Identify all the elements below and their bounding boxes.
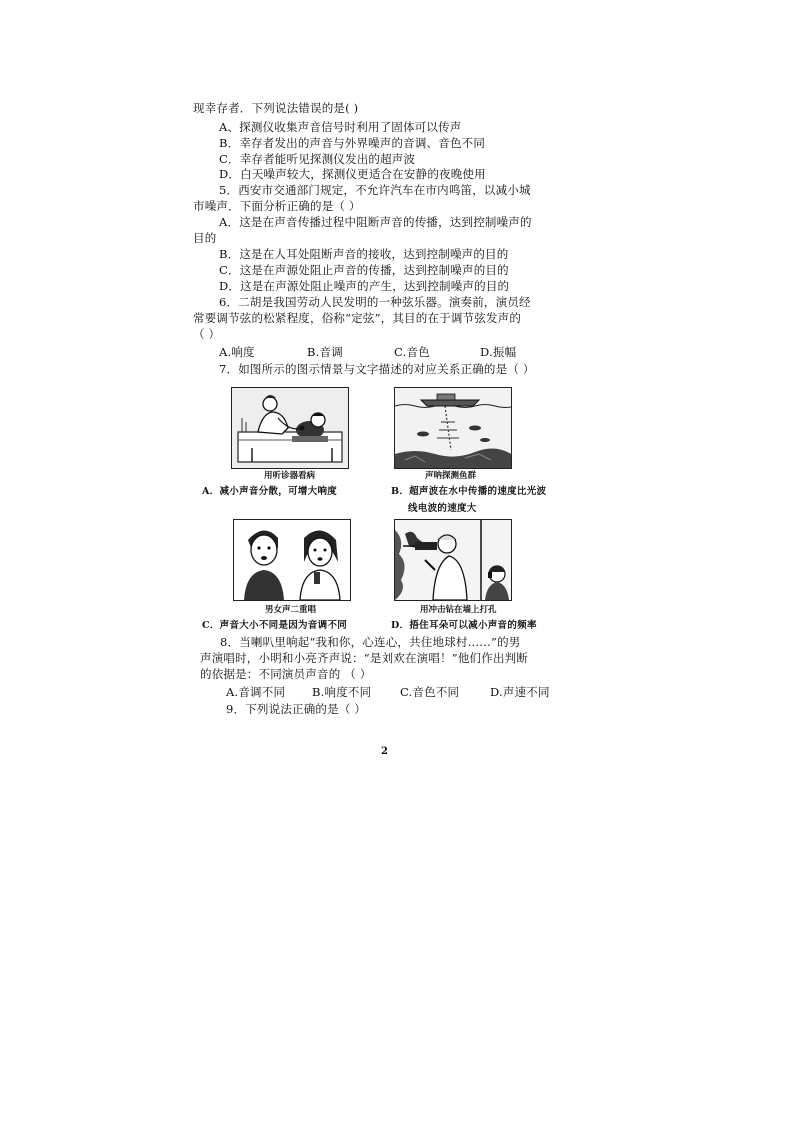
figure-c xyxy=(233,519,351,601)
q4-option-c: C．幸存者能听见探测仪发出的超声波 xyxy=(219,152,416,166)
q6-option-d: D.振幅 xyxy=(480,345,517,359)
figure-d xyxy=(394,519,512,601)
q5-option-c: C．这是在声源处阻止声音的传播，达到控制噪声的目的 xyxy=(219,263,509,277)
q7-stem: 7．如图所示的图示情景与文字描述的对应关系正确的是（ ） xyxy=(219,362,535,376)
q8-option-d: D.声速不同 xyxy=(490,685,550,699)
figure-d-option: D．捂住耳朵可以减小声音的频率 xyxy=(391,620,537,631)
figure-a-caption: 用听诊器看病 xyxy=(264,471,316,481)
q6-option-a: A.响度 xyxy=(219,345,255,359)
q6-option-c: C.音色 xyxy=(394,345,430,359)
q5-option-a: A．这是在声音传播过程中阻断声音的传播，达到控制噪声的 xyxy=(219,215,532,229)
q5-stem: 5．西安市交通部门规定，不允许汽车在市内鸣笛，以减小城 xyxy=(219,183,531,197)
q5-stem-cont: 市噪声．下面分析正确的是（ ） xyxy=(193,199,361,213)
page-number: 2 xyxy=(381,746,388,757)
q8-stem-line2: 声演唱时，小明和小亮齐声说：“是刘欢在演唱！”他们作出判断 xyxy=(200,651,529,665)
q4-option-a: A、探测仪收集声音信号时利用了固体可以传声 xyxy=(219,120,462,134)
q8-stem-line3: 的依据是：不同演员声音的 （ ） xyxy=(200,667,372,681)
impact-drill-icon xyxy=(395,520,511,600)
q6-blank: （ ） xyxy=(193,327,221,341)
q8-stem-line1: 8．当喇叭里响起“我和你，心连心，共住地球村……”的男 xyxy=(220,635,521,649)
q4-stem-end: 现幸存者．下列说法错误的是( ) xyxy=(193,101,359,115)
q4-option-d: D．白天噪声较大，探测仪更适合在安静的夜晚使用 xyxy=(219,167,486,181)
q5-option-b: B．这是在人耳处阻断声音的接收，达到控制噪声的目的 xyxy=(219,247,509,261)
q5-option-d: D．这是在声源处阻止噪声的产生，达到控制噪声的目的 xyxy=(219,279,510,293)
figure-a-option: A．减小声音分散，可增大响度 xyxy=(202,486,338,497)
duet-singers-icon xyxy=(234,520,350,600)
q5-option-a-cont: 目的 xyxy=(193,231,217,245)
figure-d-caption: 用冲击钻在墙上打孔 xyxy=(420,605,497,615)
figure-b-option-line2: 线电波的速度大 xyxy=(408,503,477,514)
doctor-stethoscope-icon xyxy=(232,388,348,468)
figure-c-option: C．声音大小不同是因为音调不同 xyxy=(202,620,348,631)
q6-stem: 6．二胡是我国劳动人民发明的一种弦乐器。演奏前，演员经 xyxy=(219,295,531,309)
figure-b-caption: 声呐探测鱼群 xyxy=(425,471,477,481)
q8-option-a: A.音调不同 xyxy=(226,685,286,699)
ship-sonar-icon xyxy=(395,388,511,468)
q9-stem: 9．下列说法正确的是（ ） xyxy=(226,702,367,716)
figure-a xyxy=(231,387,349,469)
q8-option-b: B.响度不同 xyxy=(312,685,372,699)
figure-c-caption: 男女声二重唱 xyxy=(265,605,317,615)
figure-b xyxy=(394,387,512,469)
q6-stem-cont: 常要调节弦的松紧程度，俗称“定弦”，其目的在于调节弦发声的 xyxy=(193,311,522,325)
figure-b-option-line1: B．超声波在水中传播的速度比光波 xyxy=(391,486,547,497)
q4-option-b: B．幸存者发出的声音与外界噪声的音调、音色不同 xyxy=(219,136,486,150)
q6-option-b: B.音调 xyxy=(307,345,343,359)
q8-option-c: C.音色不同 xyxy=(400,685,460,699)
